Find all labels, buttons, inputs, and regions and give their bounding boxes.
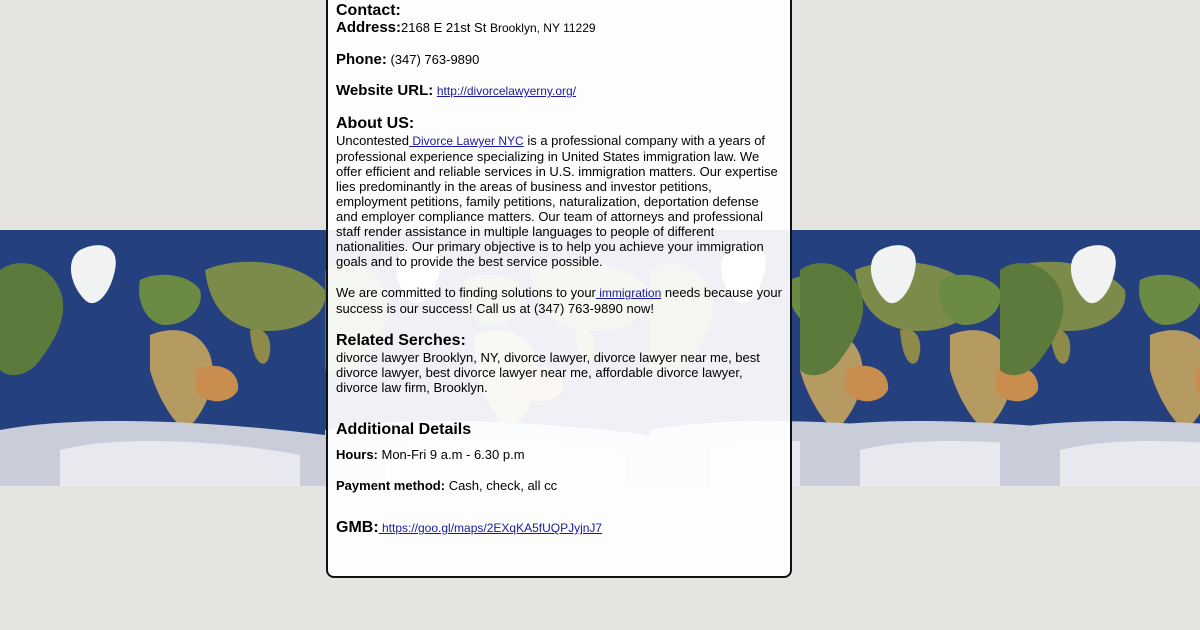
phone-row [336, 52, 782, 67]
address-street: 2168 E 21st St [401, 20, 487, 35]
gmb-row [336, 519, 782, 537]
about-p2-rest: needs because your success is our success! Call us at (347) 763-9890 now! [336, 285, 782, 316]
gmb-label: GMB: [336, 519, 379, 536]
phone-label: Phone: [336, 51, 387, 68]
hours-value: Mon-Fri 9 a.m - 6.30 p.m [377, 447, 525, 462]
payment-label: Payment method: [336, 478, 446, 493]
business-details-card [326, 0, 792, 578]
address-label: Address: [336, 19, 402, 36]
about-paragraph-1 [336, 133, 782, 269]
hours-row [336, 447, 782, 462]
address-city: Brooklyn, NY 11229 [489, 21, 596, 35]
related-searches-heading: Related Serches: [336, 332, 466, 349]
hours-label: Hours: [336, 447, 378, 462]
gmb-link[interactable]: https://goo.gl/maps/2EXqKA5fUQPJyjnJ7 [378, 521, 603, 535]
about-heading: About US: [336, 115, 415, 132]
immigration-link[interactable]: immigration [595, 286, 662, 300]
about-p1-rest: is a professional company with a years of professional experience specializing in United States immigration law. We offer efficient and reliable services in U.S. immigration matters. Our expertise lies predominantly in the areas of business and investor petitions, employment petitions, family petitions, naturalization, deportation defense and employer compliance matters. Our team of attorneys and professional staff render assistance in multiple languages to people of different nationalities. Our primary objective is to help you achieve your immigration goals and to provide the best service possible. [336, 133, 778, 269]
contact-heading: Contact: [336, 2, 401, 19]
payment-value: Cash, check, all cc [445, 478, 558, 493]
website-link[interactable]: http://divorcelawyerny.org/ [436, 84, 577, 98]
about-paragraph-2 [336, 285, 782, 316]
website-label: Website URL: [336, 82, 434, 99]
related-searches-text: divorce lawyer Brooklyn, NY, divorce lawyer, divorce lawyer near me, best divorce lawyer, best divorce lawyer near me, affordable divorce lawyer, divorce law firm, Brooklyn. [336, 350, 760, 395]
about-p1-start: Uncontested [336, 133, 409, 148]
additional-details-heading: Additional Details [336, 421, 472, 438]
divorce-lawyer-nyc-link[interactable]: Divorce Lawyer NYC [409, 134, 524, 148]
address-row [336, 20, 782, 36]
phone-value: (347) 763-9890 [390, 52, 480, 67]
about-p2-start: We are committed to finding solutions to your [336, 285, 596, 300]
payment-row [336, 478, 782, 493]
website-row [336, 83, 782, 99]
